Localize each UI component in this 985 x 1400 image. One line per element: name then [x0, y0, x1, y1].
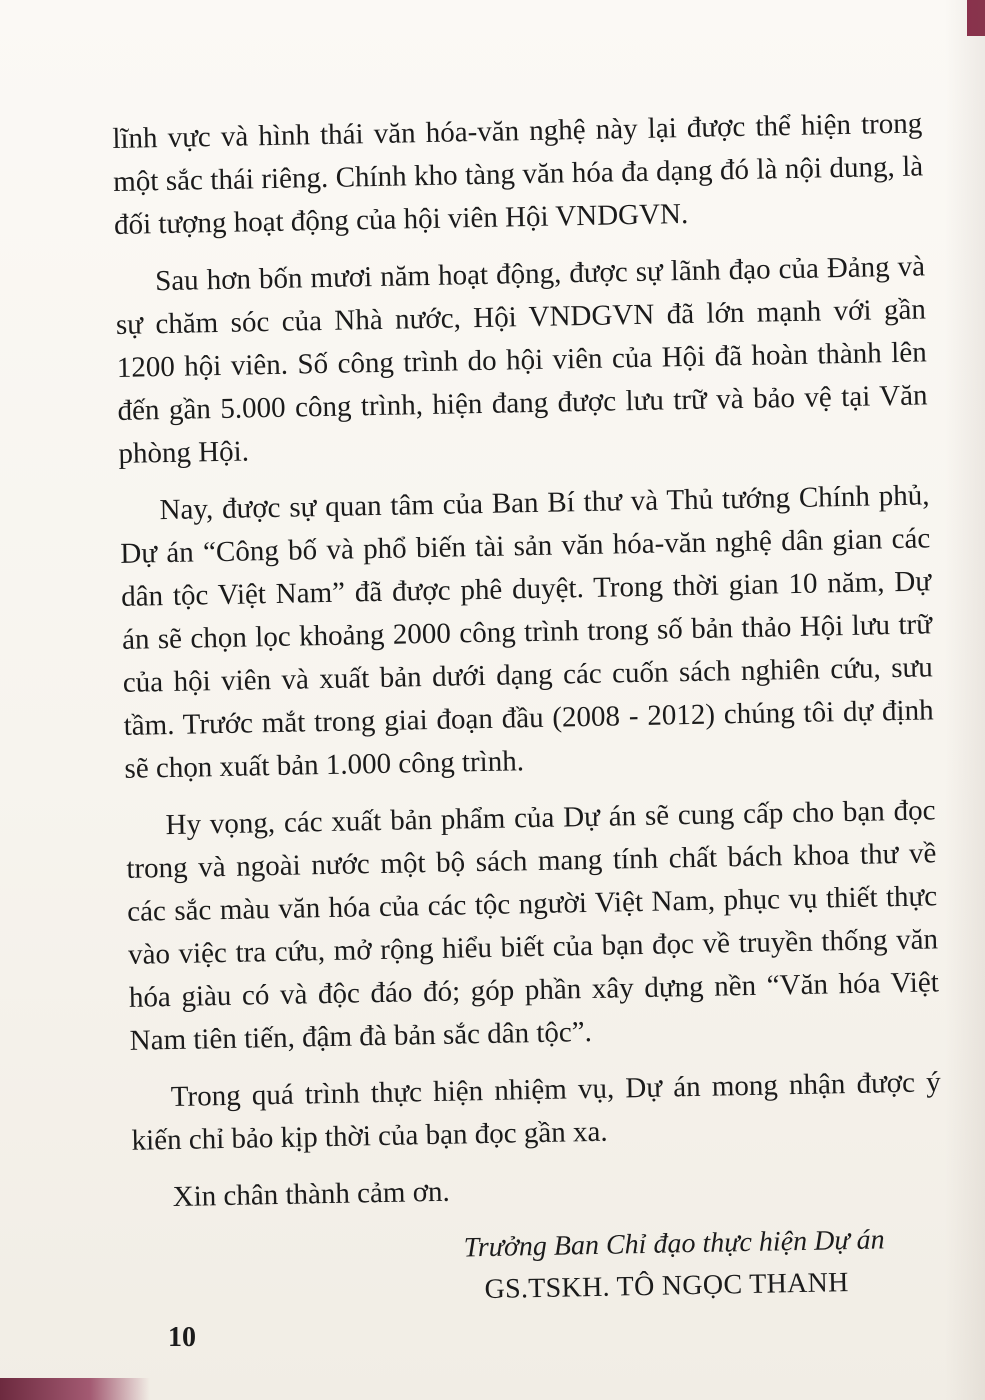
signature-role: Trưởng Ban Chỉ đạo thực hiện Dự án — [463, 1224, 885, 1264]
paragraph-6: Xin chân thành cảm ơn. — [172, 1175, 451, 1214]
page-number: 10 — [168, 1322, 196, 1353]
body-text — [112, 102, 945, 1317]
paragraph-5: Trong quá trình thực hiện nhiệm vụ, Dự án mong nhận được ý kiến chỉ bảo kịp thời của bạn đọc gần xa. — [131, 1066, 941, 1157]
page-shadow — [945, 0, 985, 1400]
cover-edge-bottom-left — [0, 1378, 150, 1400]
paragraph-2: Sau hơn bốn mươi năm hoạt động, được sự lãnh đạo của Đảng và sự chăm sóc của Nhà nước, Hội VNDGVN đã lớn mạnh với gần 1200 hội viên. Số công trình do hội viên của Hội đã hoàn thành lên đến gần 5.000 công trình, hiện đang được lưu trữ và bảo vệ tại Văn phòng Hội. — [115, 250, 928, 470]
signature-block — [133, 1218, 944, 1318]
paragraph-3: Nay, được sự quan tâm của Ban Bí thư và Thủ tướng Chính phủ, Dự án “Công bố và phổ biến tài sản văn hóa-văn nghệ dân gian các dân tộc Việt Nam” đã được phê duyệt. Trong thời gian 10 năm, Dự án sẽ chọn lọc khoảng 2000 công trình trong số bản thảo Hội lưu trữ của hội viên và xuất bản dưới dạng các cuốn sách nghiên cứu, sưu tầm. Trước mắt trong giai đoạn đầu (2008 - 2012) chúng tôi dự định sẽ chọn xuất bản 1.000 công trình. — [120, 479, 934, 785]
signature-name: GS.TSKH. TÔ NGỌC THANH — [484, 1267, 849, 1306]
paragraph-4: Hy vọng, các xuất bản phẩm của Dự án sẽ cung cấp cho bạn đọc trong và ngoài nước một bộ sách mang tính chất bách khoa thư về các sắc màu văn hóa của các tộc người Việt Nam, phục vụ thiết thực vào việc tra cứu, mở rộng hiểu biết của bạn đọc về truyền thống văn hóa giàu có và độc đáo đó; góp phần xây dựng nền “Văn hóa Việt Nam tiên tiến, đậm đà bản sắc dân tộc”. — [126, 794, 940, 1057]
paragraph-1: lĩnh vực và hình thái văn hóa-văn nghệ này lại được thể hiện trong một sắc thái riêng. Chính kho tàng văn hóa đa dạng đó là nội dung, là đối tượng hoạt động của hội viên Hội VNDGVN. — [112, 107, 924, 241]
